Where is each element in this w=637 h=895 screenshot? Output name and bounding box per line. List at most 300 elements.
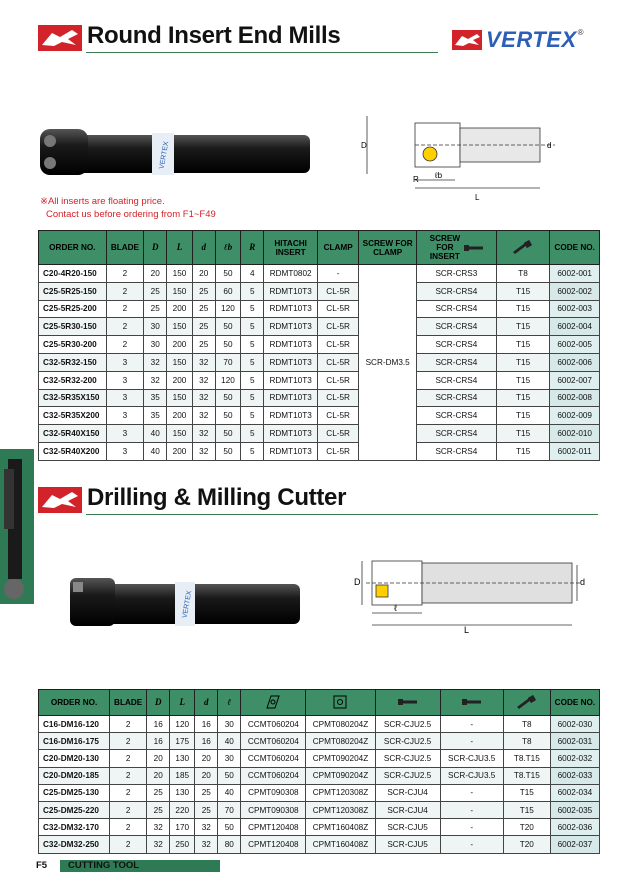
cell-d: 32 xyxy=(192,353,215,371)
cell-d: 25 xyxy=(192,282,215,300)
cell-code: 6002-004 xyxy=(550,318,600,336)
cell-code: 6002-035 xyxy=(550,801,599,818)
cell-clamp: CL-5R xyxy=(317,442,358,460)
cell-wrench: T20 xyxy=(503,819,550,836)
cell-wrench: T8.T15 xyxy=(503,767,550,784)
wrench-icon-2 xyxy=(515,695,539,709)
cell-R: 4 xyxy=(241,265,264,283)
cell-s2: - xyxy=(440,716,503,733)
col-L: L xyxy=(167,231,192,265)
cell-clamp: CL-5R xyxy=(317,425,358,443)
cell-insert: RDMT10T3 xyxy=(264,336,318,354)
cell-d: 16 xyxy=(195,733,218,750)
cell-L: 175 xyxy=(170,733,195,750)
cell-L: 200 xyxy=(167,371,192,389)
cell-blade: 2 xyxy=(110,767,147,784)
cell-screw: SCR-CRS4 xyxy=(416,407,496,425)
cell-d: 32 xyxy=(192,442,215,460)
col-wrench xyxy=(496,231,550,265)
screw-clamp-cell: SCR-DM3.5 xyxy=(359,265,417,461)
cell-s2: - xyxy=(440,801,503,818)
cell-lb: 60 xyxy=(215,282,240,300)
cell-ins1: CPMT120408 xyxy=(241,819,306,836)
cell-code: 6002-005 xyxy=(550,336,600,354)
table-row xyxy=(39,767,600,784)
cell-L: 200 xyxy=(167,300,192,318)
cell-s2: - xyxy=(440,836,503,853)
cell-code: 6002-032 xyxy=(550,750,599,767)
cell-R: 5 xyxy=(241,336,264,354)
cell-blade: 2 xyxy=(110,801,147,818)
cell-screw: SCR-CRS4 xyxy=(416,282,496,300)
cell-D: 30 xyxy=(144,336,167,354)
insert-square-icon xyxy=(332,694,348,710)
cell-wrench: T15 xyxy=(496,442,550,460)
cell-D: 32 xyxy=(144,353,167,371)
cell-D: 30 xyxy=(144,318,167,336)
cell-wrench: T20 xyxy=(503,836,550,853)
diagram2-L-label: L xyxy=(464,625,470,635)
cell-lb: 50 xyxy=(215,389,240,407)
page-number: F5 xyxy=(36,860,48,871)
cell-wrench: T15 xyxy=(496,282,550,300)
cell-L: 150 xyxy=(167,353,192,371)
price-note xyxy=(40,195,216,221)
cell-R: 5 xyxy=(241,442,264,460)
diagram2-D-label: D xyxy=(354,577,361,587)
col2-code: CODE NO. xyxy=(550,690,599,716)
cell-ins2: CPMT080204Z xyxy=(306,733,375,750)
cell-lb: 120 xyxy=(215,371,240,389)
cell-d: 20 xyxy=(192,265,215,283)
cell-code: 6002-009 xyxy=(550,407,600,425)
cell-screw: SCR-CRS4 xyxy=(416,371,496,389)
table-row xyxy=(39,801,600,818)
cell-lb: 70 xyxy=(215,353,240,371)
cell-L: 150 xyxy=(167,425,192,443)
cell-ins1: CCMT060204 xyxy=(241,767,306,784)
cell-insert: RDMT10T3 xyxy=(264,353,318,371)
cell-D: 20 xyxy=(147,767,170,784)
cell-s1: SCR-CJU2.5 xyxy=(375,733,440,750)
cell-order: C16-DM16-120 xyxy=(39,716,110,733)
cell-D: 25 xyxy=(144,300,167,318)
cell-clamp: CL-5R xyxy=(317,300,358,318)
cell-wrench: T8.T15 xyxy=(503,750,550,767)
cell-insert: RDMT10T3 xyxy=(264,300,318,318)
col-code: CODE NO. xyxy=(550,231,600,265)
cell-d: 25 xyxy=(192,336,215,354)
cell-wrench: T15 xyxy=(496,371,550,389)
cell-clamp: CL-5R xyxy=(317,407,358,425)
cell-L: 170 xyxy=(170,819,195,836)
cell-d: 20 xyxy=(195,750,218,767)
cell-blade: 2 xyxy=(110,733,147,750)
diagram1-R-label: R xyxy=(413,175,419,184)
diagram1-lb-label: ℓb xyxy=(435,171,443,180)
cell-clamp: CL-5R xyxy=(317,389,358,407)
table-row xyxy=(39,819,600,836)
cell-wrench: T15 xyxy=(496,389,550,407)
cell-insert: RDMT10T3 xyxy=(264,425,318,443)
cell-ins1: CPMT120408 xyxy=(241,836,306,853)
cell-wrench: T15 xyxy=(496,353,550,371)
cell-l: 80 xyxy=(218,836,241,853)
cell-R: 5 xyxy=(241,318,264,336)
cell-D: 25 xyxy=(144,282,167,300)
end-mill-diagram xyxy=(355,108,565,203)
cell-order: C20-4R20-150 xyxy=(39,265,107,283)
cell-blade: 2 xyxy=(106,300,143,318)
cell-lb: 50 xyxy=(215,318,240,336)
cell-d: 25 xyxy=(195,784,218,801)
cell-R: 5 xyxy=(241,282,264,300)
table-row xyxy=(39,425,600,443)
cell-screw: SCR-CRS4 xyxy=(416,300,496,318)
diagram1-L-label: L xyxy=(475,193,480,202)
cell-L: 130 xyxy=(170,750,195,767)
col-D: D xyxy=(144,231,167,265)
cell-ins2: CPMT080204Z xyxy=(306,716,375,733)
table-row xyxy=(39,300,600,318)
cell-wrench: T8 xyxy=(496,265,550,283)
footer-label: CUTTING TOOL xyxy=(68,860,140,871)
cell-screw: SCR-CRS4 xyxy=(416,336,496,354)
cell-wrench: T15 xyxy=(496,336,550,354)
cell-L: 200 xyxy=(167,407,192,425)
cell-D: 32 xyxy=(144,371,167,389)
col2-d: d xyxy=(195,690,218,716)
screw-icon-1 xyxy=(398,696,418,708)
cell-s2: SCR-CJU3.5 xyxy=(440,750,503,767)
cell-code: 6002-010 xyxy=(550,425,600,443)
cell-d: 32 xyxy=(192,425,215,443)
cell-wrench: T15 xyxy=(496,407,550,425)
cell-ins1: CCMT060204 xyxy=(241,750,306,767)
cell-order: C20-DM20-130 xyxy=(39,750,110,767)
cell-d: 32 xyxy=(192,407,215,425)
cell-l: 40 xyxy=(218,733,241,750)
col2-L: L xyxy=(170,690,195,716)
col2-insert-cpmt xyxy=(306,690,375,716)
cell-clamp: CL-5R xyxy=(317,353,358,371)
col2-screw2 xyxy=(440,690,503,716)
cell-d: 32 xyxy=(192,371,215,389)
note-line-1: ※All inserts are floating price. xyxy=(40,196,165,207)
cell-d: 32 xyxy=(195,836,218,853)
side-tab-photo xyxy=(0,449,34,604)
cell-ins2: CPMT120308Z xyxy=(306,784,375,801)
cell-insert: RDMT10T3 xyxy=(264,389,318,407)
cell-ins1: CPMT090308 xyxy=(241,784,306,801)
brand-eagle-logo xyxy=(38,25,82,51)
section-rule-2 xyxy=(86,514,598,515)
col-order: ORDER NO. xyxy=(39,231,107,265)
cell-ins1: CPMT090308 xyxy=(241,801,306,818)
cell-code: 6002-033 xyxy=(550,767,599,784)
cell-d: 20 xyxy=(195,767,218,784)
cell-s2: - xyxy=(440,784,503,801)
cell-screw: SCR-CRS4 xyxy=(416,425,496,443)
diagram2-l-label: ℓ xyxy=(394,603,397,613)
brand-eagle-logo-2 xyxy=(38,487,82,513)
svg-text:VERTEX: VERTEX xyxy=(181,590,194,619)
cell-screw: SCR-CRS4 xyxy=(416,353,496,371)
cell-l: 30 xyxy=(218,750,241,767)
cell-blade: 2 xyxy=(106,318,143,336)
cell-blade: 3 xyxy=(106,442,143,460)
section-title-round-insert: Round Insert End Mills xyxy=(87,22,341,49)
table-row xyxy=(39,836,600,853)
wrench-icon xyxy=(511,240,535,254)
cell-L: 150 xyxy=(167,318,192,336)
cell-R: 5 xyxy=(241,353,264,371)
cell-D: 35 xyxy=(144,407,167,425)
cell-s2: - xyxy=(440,733,503,750)
cell-order: C25-5R30-150 xyxy=(39,318,107,336)
brand-name: VERTEX xyxy=(486,27,577,52)
cell-insert: RDMT10T3 xyxy=(264,442,318,460)
section-title-drilling: Drilling & Milling Cutter xyxy=(87,484,347,511)
cell-order: C25-DM25-130 xyxy=(39,784,110,801)
table-row xyxy=(39,389,600,407)
col-lb: ℓb xyxy=(215,231,240,265)
cell-blade: 2 xyxy=(106,265,143,283)
cell-order: C32-DM32-170 xyxy=(39,819,110,836)
cell-lb: 50 xyxy=(215,265,240,283)
cell-wrench: T15 xyxy=(496,425,550,443)
cell-ins2: CPMT160408Z xyxy=(306,819,375,836)
cell-clamp: CL-5R xyxy=(317,371,358,389)
cell-wrench: T15 xyxy=(503,784,550,801)
cell-order: C32-5R35X200 xyxy=(39,407,107,425)
note-line-2: Contact us before ordering from F1~F49 xyxy=(46,209,216,220)
cell-insert: RDMT10T3 xyxy=(264,318,318,336)
cell-ins2: CPMT160408Z xyxy=(306,836,375,853)
diagram1-D-label: D xyxy=(361,141,367,150)
insert-rhombic-icon xyxy=(265,694,281,710)
screw-icon xyxy=(464,242,484,254)
cell-L: 185 xyxy=(170,767,195,784)
cell-s1: SCR-CJU2.5 xyxy=(375,767,440,784)
side-tab-tool-image xyxy=(0,449,34,604)
table-row xyxy=(39,265,600,283)
cell-blade: 3 xyxy=(106,371,143,389)
cell-L: 150 xyxy=(167,282,192,300)
cell-wrench: T15 xyxy=(496,318,550,336)
cell-s1: SCR-CJU2.5 xyxy=(375,716,440,733)
cell-R: 5 xyxy=(241,389,264,407)
cell-clamp: - xyxy=(317,265,358,283)
cell-d: 25 xyxy=(192,300,215,318)
cell-clamp: CL-5R xyxy=(317,336,358,354)
cell-clamp: CL-5R xyxy=(317,282,358,300)
cell-blade: 2 xyxy=(110,819,147,836)
cell-s2: SCR-CJU3.5 xyxy=(440,767,503,784)
table-row xyxy=(39,282,600,300)
screw-icon-2 xyxy=(462,696,482,708)
cell-wrench: T15 xyxy=(496,300,550,318)
cell-code: 6002-011 xyxy=(550,442,600,460)
cell-L: 220 xyxy=(170,801,195,818)
cell-order: C32-DM32-250 xyxy=(39,836,110,853)
cell-screw: SCR-CRS4 xyxy=(416,442,496,460)
table-row xyxy=(39,750,600,767)
cell-order: C32-5R40X150 xyxy=(39,425,107,443)
cell-d: 25 xyxy=(195,801,218,818)
cell-blade: 2 xyxy=(110,716,147,733)
cell-code: 6002-037 xyxy=(550,836,599,853)
cell-code: 6002-008 xyxy=(550,389,600,407)
table-row xyxy=(39,371,600,389)
drilling-cutter-table xyxy=(38,689,600,854)
col-blade: BLADE xyxy=(106,231,143,265)
cell-ins1: CCMT060204 xyxy=(241,716,306,733)
cell-order: C25-5R30-200 xyxy=(39,336,107,354)
col2-blade: BLADE xyxy=(110,690,147,716)
cell-s2: - xyxy=(440,819,503,836)
cell-ins1: CCMT060204 xyxy=(241,733,306,750)
cell-code: 6002-001 xyxy=(550,265,600,283)
cell-ins2: CPMT090204Z xyxy=(306,767,375,784)
cell-code: 6002-034 xyxy=(550,784,599,801)
svg-text:VERTEX: VERTEX xyxy=(158,140,171,170)
table-row xyxy=(39,318,600,336)
cell-D: 16 xyxy=(147,733,170,750)
cell-code: 6002-036 xyxy=(550,819,599,836)
cell-D: 25 xyxy=(147,801,170,818)
cell-d: 25 xyxy=(192,318,215,336)
cell-l: 70 xyxy=(218,801,241,818)
cell-blade: 3 xyxy=(106,407,143,425)
cell-order: C25-DM25-220 xyxy=(39,801,110,818)
cell-l: 30 xyxy=(218,716,241,733)
col-insert: HITACHI INSERT xyxy=(264,231,318,265)
col2-order: ORDER NO. xyxy=(39,690,110,716)
vertex-brand xyxy=(452,28,602,52)
cell-lb: 50 xyxy=(215,442,240,460)
cell-blade: 3 xyxy=(106,425,143,443)
end-mill-photo xyxy=(40,125,315,180)
cell-L: 250 xyxy=(170,836,195,853)
cell-order: C32-5R40X200 xyxy=(39,442,107,460)
cell-R: 5 xyxy=(241,407,264,425)
col-R: R xyxy=(241,231,264,265)
cell-code: 6002-006 xyxy=(550,353,600,371)
cell-l: 50 xyxy=(218,819,241,836)
cell-lb: 50 xyxy=(215,336,240,354)
cell-insert: RDMT10T3 xyxy=(264,282,318,300)
cell-blade: 2 xyxy=(110,836,147,853)
cell-L: 130 xyxy=(170,784,195,801)
cell-L: 200 xyxy=(167,442,192,460)
col2-wrench xyxy=(503,690,550,716)
cell-order: C32-5R32-200 xyxy=(39,371,107,389)
cell-D: 25 xyxy=(147,784,170,801)
diagram2-d-label: d xyxy=(580,577,586,587)
cell-order: C25-5R25-150 xyxy=(39,282,107,300)
col-clamp: CLAMP xyxy=(317,231,358,265)
cell-screw: SCR-CRS3 xyxy=(416,265,496,283)
col2-screw1 xyxy=(375,690,440,716)
cell-d: 32 xyxy=(192,389,215,407)
cell-insert: RDMT10T3 xyxy=(264,407,318,425)
cell-s1: SCR-CJU4 xyxy=(375,801,440,818)
cell-lb: 50 xyxy=(215,407,240,425)
cell-blade: 2 xyxy=(110,784,147,801)
brand-mark-icon xyxy=(452,30,482,50)
table-row xyxy=(39,733,600,750)
drill-cutter-diagram xyxy=(352,555,587,635)
col-screw-clamp: SCREW FOR CLAMP xyxy=(359,231,417,265)
table-row xyxy=(39,336,600,354)
cell-blade: 2 xyxy=(106,282,143,300)
cell-code: 6002-031 xyxy=(550,733,599,750)
col2-D: D xyxy=(147,690,170,716)
table-row xyxy=(39,407,600,425)
cell-D: 32 xyxy=(147,836,170,853)
col-screw-insert xyxy=(416,231,496,265)
cell-order: C20-DM20-185 xyxy=(39,767,110,784)
cell-D: 20 xyxy=(147,750,170,767)
cell-code: 6002-002 xyxy=(550,282,600,300)
cell-D: 16 xyxy=(147,716,170,733)
cell-code: 6002-003 xyxy=(550,300,600,318)
cell-order: C32-5R35X150 xyxy=(39,389,107,407)
cell-blade: 2 xyxy=(106,336,143,354)
drill-cutter-photo xyxy=(65,572,305,630)
cell-L: 150 xyxy=(167,265,192,283)
cell-l: 50 xyxy=(218,767,241,784)
cell-L: 120 xyxy=(170,716,195,733)
col2-insert-ccmt xyxy=(241,690,306,716)
cell-code: 6002-007 xyxy=(550,371,600,389)
cell-s1: SCR-CJU5 xyxy=(375,836,440,853)
cell-insert: RDMT0802 xyxy=(264,265,318,283)
cell-R: 5 xyxy=(241,425,264,443)
cell-order: C32-5R32-150 xyxy=(39,353,107,371)
col-screw-insert-label: SCREW FOR INSERT xyxy=(429,234,461,261)
cell-D: 20 xyxy=(144,265,167,283)
cell-code: 6002-030 xyxy=(550,716,599,733)
table-row xyxy=(39,353,600,371)
cell-D: 40 xyxy=(144,442,167,460)
cell-s1: SCR-CJU4 xyxy=(375,784,440,801)
cell-screw: SCR-CRS4 xyxy=(416,389,496,407)
cell-screw: SCR-CRS4 xyxy=(416,318,496,336)
cell-insert: RDMT10T3 xyxy=(264,371,318,389)
col-d: d xyxy=(192,231,215,265)
cell-l: 40 xyxy=(218,784,241,801)
col2-l: ℓ xyxy=(218,690,241,716)
cell-L: 150 xyxy=(167,389,192,407)
cell-ins2: CPMT090204Z xyxy=(306,750,375,767)
cell-wrench: T8 xyxy=(503,733,550,750)
cell-lb: 50 xyxy=(215,425,240,443)
section-rule xyxy=(86,52,438,53)
diagram1-d-label: d xyxy=(547,141,552,150)
cell-wrench: T15 xyxy=(503,801,550,818)
cell-blade: 2 xyxy=(110,750,147,767)
cell-D: 40 xyxy=(144,425,167,443)
cell-d: 32 xyxy=(195,819,218,836)
cell-R: 5 xyxy=(241,371,264,389)
cell-wrench: T8 xyxy=(503,716,550,733)
cell-order: C25-5R25-200 xyxy=(39,300,107,318)
cell-s1: SCR-CJU5 xyxy=(375,819,440,836)
cell-R: 5 xyxy=(241,300,264,318)
brand-reg-mark: ® xyxy=(577,28,584,37)
